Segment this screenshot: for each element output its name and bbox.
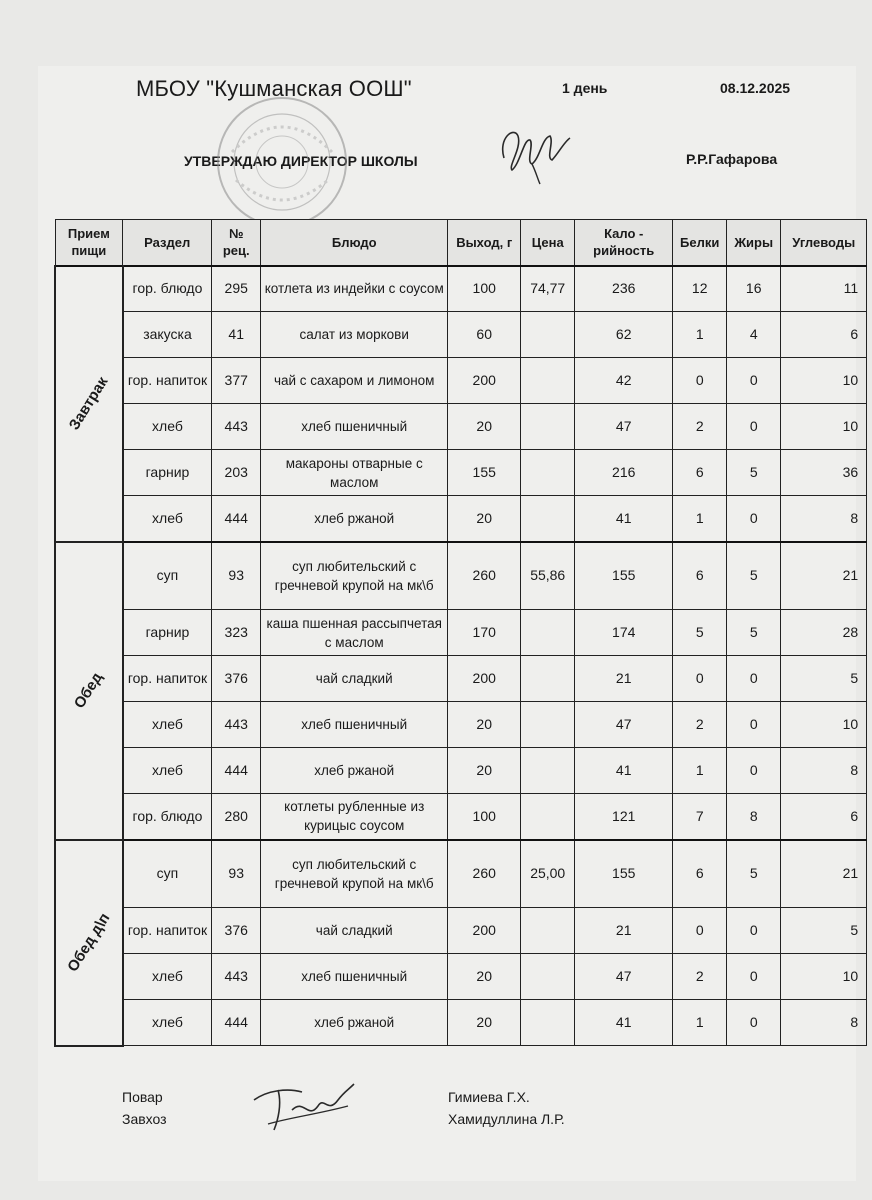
cell-fat: 5 [727, 840, 781, 908]
table-row [55, 266, 867, 312]
cell-carbs: 6 [781, 794, 867, 840]
cell-price: 25,00 [521, 840, 575, 908]
cell-dish: хлеб ржаной [261, 748, 448, 794]
cell-protein: 2 [673, 702, 727, 748]
table-row [55, 358, 867, 404]
cook-label: Повар [122, 1089, 163, 1105]
cell-price [521, 1000, 575, 1046]
cell-price: 74,77 [521, 266, 575, 312]
cell-recipe: 443 [212, 404, 261, 450]
cell-section: хлеб [123, 702, 212, 748]
cell-fat: 0 [727, 656, 781, 702]
cell-kcal: 155 [575, 840, 673, 908]
menu-table [54, 219, 867, 1047]
cell-protein: 1 [673, 748, 727, 794]
cell-price [521, 794, 575, 840]
cell-output: 20 [448, 404, 521, 450]
cell-carbs: 10 [781, 404, 867, 450]
cell-recipe: 444 [212, 496, 261, 542]
cell-section: суп [123, 840, 212, 908]
cell-output: 200 [448, 358, 521, 404]
director-name: Р.Р.Гафарова [686, 151, 778, 167]
cell-output: 20 [448, 496, 521, 542]
cell-section: закуска [123, 312, 212, 358]
cell-protein: 1 [673, 1000, 727, 1046]
cell-section: гарнир [123, 610, 212, 656]
cell-kcal: 47 [575, 404, 673, 450]
table-row [55, 312, 867, 358]
cell-price: 55,86 [521, 542, 575, 610]
meal-label: Завтрак [65, 373, 112, 434]
cell-kcal: 47 [575, 954, 673, 1000]
cell-protein: 0 [673, 358, 727, 404]
supply-label: Завхоз [122, 1111, 167, 1127]
cell-output: 60 [448, 312, 521, 358]
cell-output: 200 [448, 656, 521, 702]
table-row [55, 542, 867, 610]
cell-fat: 0 [727, 702, 781, 748]
table-row [55, 450, 867, 496]
col-output-header: Выход, г [448, 220, 521, 266]
cell-carbs: 8 [781, 748, 867, 794]
cell-protein: 2 [673, 954, 727, 1000]
cell-section: хлеб [123, 404, 212, 450]
cell-dish: хлеб пшеничный [261, 404, 448, 450]
cell-price [521, 312, 575, 358]
cell-recipe: 443 [212, 954, 261, 1000]
cell-output: 155 [448, 450, 521, 496]
cell-carbs: 10 [781, 954, 867, 1000]
cell-kcal: 174 [575, 610, 673, 656]
cell-protein: 12 [673, 266, 727, 312]
cell-section: гарнир [123, 450, 212, 496]
cell-carbs: 5 [781, 656, 867, 702]
cell-recipe: 295 [212, 266, 261, 312]
cell-kcal: 41 [575, 748, 673, 794]
cell-recipe: 323 [212, 610, 261, 656]
cell-dish: хлеб пшеничный [261, 702, 448, 748]
cell-output: 100 [448, 794, 521, 840]
cell-price [521, 496, 575, 542]
cell-recipe: 203 [212, 450, 261, 496]
cell-section: хлеб [123, 496, 212, 542]
cell-section: гор. блюдо [123, 794, 212, 840]
meal-label: Обед [71, 669, 107, 712]
menu-date: 08.12.2025 [720, 80, 791, 96]
cell-section: гор. напиток [123, 656, 212, 702]
cell-carbs: 11 [781, 266, 867, 312]
table-header-row [55, 220, 867, 266]
cell-carbs: 28 [781, 610, 867, 656]
cell-fat: 5 [727, 610, 781, 656]
cell-kcal: 41 [575, 1000, 673, 1046]
cell-kcal: 21 [575, 908, 673, 954]
table-row [55, 1000, 867, 1046]
cell-fat: 0 [727, 404, 781, 450]
table-row [55, 748, 867, 794]
cell-dish: хлеб ржаной [261, 496, 448, 542]
cell-price [521, 358, 575, 404]
cell-carbs: 10 [781, 358, 867, 404]
cell-protein: 5 [673, 610, 727, 656]
cell-recipe: 93 [212, 542, 261, 610]
cell-dish: хлеб ржаной [261, 1000, 448, 1046]
table-row [55, 496, 867, 542]
cell-kcal: 216 [575, 450, 673, 496]
cell-fat: 4 [727, 312, 781, 358]
table-row [55, 610, 867, 656]
cell-output: 20 [448, 1000, 521, 1046]
cell-recipe: 444 [212, 1000, 261, 1046]
cell-protein: 7 [673, 794, 727, 840]
cell-dish: хлеб пшеничный [261, 954, 448, 1000]
school-stamp-seal [212, 92, 352, 232]
meal-label: Обед д\п [64, 910, 114, 975]
cell-recipe: 93 [212, 840, 261, 908]
cell-protein: 1 [673, 312, 727, 358]
cell-price [521, 954, 575, 1000]
cell-price [521, 908, 575, 954]
approval-caption: УТВЕРЖДАЮ ДИРЕКТОР ШКОЛЫ [184, 153, 418, 169]
table-row [55, 908, 867, 954]
cell-carbs: 5 [781, 908, 867, 954]
cell-recipe: 280 [212, 794, 261, 840]
cell-recipe: 377 [212, 358, 261, 404]
table-row [55, 702, 867, 748]
col-price-header: Цена [521, 220, 575, 266]
cell-recipe: 443 [212, 702, 261, 748]
cell-recipe: 376 [212, 908, 261, 954]
cell-protein: 0 [673, 908, 727, 954]
cell-dish: суп любительский с гречневой крупой на мк\б [261, 840, 448, 908]
cell-fat: 16 [727, 266, 781, 312]
cell-dish: чай с сахаром и лимоном [261, 358, 448, 404]
cell-recipe: 444 [212, 748, 261, 794]
cell-price [521, 748, 575, 794]
cell-dish: котлета из индейки с соусом [261, 266, 448, 312]
cell-price [521, 656, 575, 702]
cell-output: 200 [448, 908, 521, 954]
col-section-header: Раздел [123, 220, 212, 266]
supply-name: Хамидуллина Л.Р. [448, 1111, 565, 1127]
cell-output: 20 [448, 954, 521, 1000]
cell-fat: 5 [727, 542, 781, 610]
cell-price [521, 702, 575, 748]
cell-carbs: 8 [781, 496, 867, 542]
cell-protein: 6 [673, 542, 727, 610]
cell-output: 100 [448, 266, 521, 312]
cell-output: 20 [448, 702, 521, 748]
meal-group-cell [55, 840, 123, 1046]
cell-protein: 0 [673, 656, 727, 702]
meal-group-cell [55, 542, 123, 840]
cell-fat: 5 [727, 450, 781, 496]
cell-kcal: 155 [575, 542, 673, 610]
cell-section: суп [123, 542, 212, 610]
cell-dish: котлеты рубленные из курицыс соусом [261, 794, 448, 840]
cell-section: гор. напиток [123, 908, 212, 954]
table-row [55, 794, 867, 840]
cell-output: 20 [448, 748, 521, 794]
cell-fat: 0 [727, 954, 781, 1000]
cell-fat: 0 [727, 908, 781, 954]
cell-recipe: 41 [212, 312, 261, 358]
col-carbs-header: Углеводы [781, 220, 867, 266]
cell-price [521, 404, 575, 450]
cell-fat: 0 [727, 496, 781, 542]
cook-signature-icon [248, 1070, 358, 1140]
cell-carbs: 6 [781, 312, 867, 358]
cell-section: хлеб [123, 954, 212, 1000]
cell-fat: 8 [727, 794, 781, 840]
cell-kcal: 41 [575, 496, 673, 542]
col-protein-header: Белки [673, 220, 727, 266]
cell-carbs: 21 [781, 840, 867, 908]
table-row [55, 656, 867, 702]
cell-dish: макароны отварные с маслом [261, 450, 448, 496]
cell-price [521, 450, 575, 496]
cell-dish: салат из моркови [261, 312, 448, 358]
cell-kcal: 47 [575, 702, 673, 748]
table-row [55, 840, 867, 908]
col-kcal-header: Кало - рийность [575, 220, 673, 266]
menu-day: 1 день [562, 80, 608, 96]
cell-kcal: 62 [575, 312, 673, 358]
cell-fat: 0 [727, 1000, 781, 1046]
table-row [55, 404, 867, 450]
cell-section: хлеб [123, 1000, 212, 1046]
cell-dish: каша пшенная рассыпчетая с маслом [261, 610, 448, 656]
cell-output: 260 [448, 840, 521, 908]
cell-dish: суп любительский с гречневой крупой на мк\б [261, 542, 448, 610]
cell-fat: 0 [727, 748, 781, 794]
cell-output: 170 [448, 610, 521, 656]
cell-protein: 1 [673, 496, 727, 542]
cell-protein: 6 [673, 450, 727, 496]
cell-output: 260 [448, 542, 521, 610]
cell-fat: 0 [727, 358, 781, 404]
cell-dish: чай сладкий [261, 656, 448, 702]
cell-price [521, 610, 575, 656]
cell-protein: 2 [673, 404, 727, 450]
cell-carbs: 8 [781, 1000, 867, 1046]
school-title: МБОУ "Кушманская ООШ" [136, 76, 412, 101]
col-dish-header: Блюдо [261, 220, 448, 266]
cell-carbs: 36 [781, 450, 867, 496]
meal-group-cell [55, 266, 123, 542]
cell-kcal: 42 [575, 358, 673, 404]
cell-carbs: 21 [781, 542, 867, 610]
cell-protein: 6 [673, 840, 727, 908]
cell-kcal: 21 [575, 656, 673, 702]
cell-recipe: 376 [212, 656, 261, 702]
col-meal-header: Прием пищи [55, 220, 123, 266]
cell-carbs: 10 [781, 702, 867, 748]
col-recipe-header: № рец. [212, 220, 261, 266]
cell-dish: чай сладкий [261, 908, 448, 954]
cell-section: гор. напиток [123, 358, 212, 404]
table-row [55, 954, 867, 1000]
cell-kcal: 121 [575, 794, 673, 840]
menu-table-body [55, 266, 867, 1046]
director-signature-icon [494, 118, 574, 188]
col-fat-header: Жиры [727, 220, 781, 266]
cell-kcal: 236 [575, 266, 673, 312]
cell-section: хлеб [123, 748, 212, 794]
cook-name: Гимиева Г.Х. [448, 1089, 530, 1105]
cell-section: гор. блюдо [123, 266, 212, 312]
